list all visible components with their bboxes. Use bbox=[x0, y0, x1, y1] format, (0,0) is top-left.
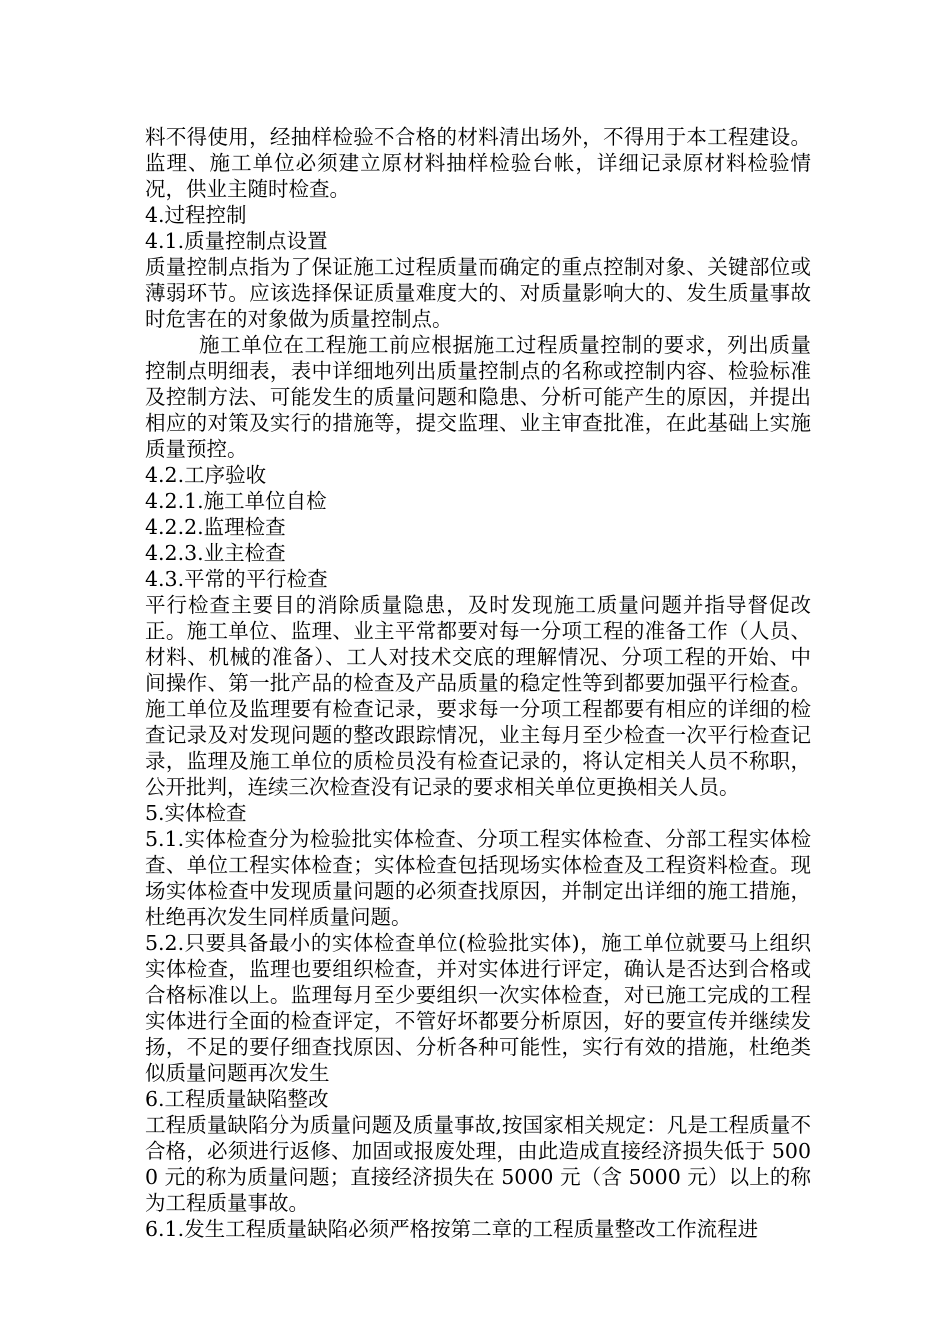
body-paragraph-parallel-check: 平行检查主要目的消除质量隐患，及时发现施工质量问题并指导督促改正。施工单位、监理、业主平常都要对每一分项工程的准备工作（人员、材料、机械的准备）、工人对技术交底的理解情况、分项工程的开始、中间操作、第一批产品的检查及产品质量的稳定性等到都要加强平行检查。施工单位及监理要有检查记录，要求每一分项工程都要有相应的详细的检查记录及对发现问题的整改跟踪情况，业主每月至少检查一次平行检查记录，监理及施工单位的质检员没有检查记录的，将认定相关人员不称职，公开批判，连续三次检查没有记录的要求相关单位更换相关人员。 bbox=[145, 593, 811, 799]
body-paragraph-entity-check-types: 5.1.实体检查分为检验批实体检查、分项工程实体检查、分部工程实体检查、单位工程实体检查；实体检查包括现场实体检查及工程资料检查。现场实体检查中发现质量问题的必须查找原因，并制定出详细的施工措施，杜绝再次发生同样质量问题。 bbox=[145, 827, 811, 929]
body-paragraph-defect-process: 6.1.发生工程质量缺陷必须严格按第二章的工程质量整改工作流程进 bbox=[145, 1217, 759, 1241]
subsection-heading-parallel-check: 4.3.平常的平行检查 bbox=[145, 567, 328, 591]
body-paragraph-defect-definition: 工程质量缺陷分为质量问题及质量事故,按国家相关规定：凡是工程质量不合格，必须进行返修、加固或报废处理，由此造成直接经济损失低于 5000 元的称为质量问题；直接经济损失在 5000 元（含 5000 元）以上的称为工程质量事故。 bbox=[145, 1113, 811, 1215]
document-page bbox=[145, 124, 811, 1242]
section-heading-entity-check: 5.实体检查 bbox=[145, 801, 247, 825]
section-heading-process-control: 4.过程控制 bbox=[145, 203, 247, 227]
body-paragraph-control-point-list: 施工单位在工程施工前应根据施工过程质量控制的要求，列出质量控制点明细表，表中详细地列出质量控制点的名称或控制内容、检验标准及控制方法、可能发生的质量问题和隐患、分析可能产生的原因，并提出相应的对策及实行的措施等，提交监理、业主审查批准，在此基础上实施质量预控。 bbox=[145, 333, 811, 461]
subsection-heading-control-points: 4.1.质量控制点设置 bbox=[145, 229, 328, 253]
item-heading-self-check: 4.2.1.施工单位自检 bbox=[145, 489, 327, 513]
body-paragraph-control-point-definition: 质量控制点指为了保证施工过程质量而确定的重点控制对象、关键部位或薄弱环节。应该选择保证质量难度大的、对质量影响大的、发生质量事故时危害在的对象做为质量控制点。 bbox=[145, 255, 811, 331]
item-heading-owner-check: 4.2.3.业主检查 bbox=[145, 541, 286, 565]
item-heading-supervision-check: 4.2.2.监理检查 bbox=[145, 515, 286, 539]
body-paragraph-material-inspection: 料不得使用，经抽样检验不合格的材料清出场外，不得用于本工程建设。监理、施工单位必须建立原材料抽样检验台帐，详细记录原材料检验情况，供业主随时检查。 bbox=[145, 125, 811, 201]
body-paragraph-entity-check-organize: 5.2.只要具备最小的实体检查单位(检验批实体)，施工单位就要马上组织实体检查，监理也要组织检查，并对实体进行评定，确认是否达到合格或合格标准以上。监理每月至少要组织一次实体检查，对已施工完成的工程实体进行全面的检查评定，不管好坏都要分析原因，好的要宣传并继续发扬，不足的要仔细查找原因、分析各种可能性，实行有效的措施，杜绝类似质量问题再次发生 bbox=[145, 931, 811, 1085]
section-heading-defect-rectification: 6.工程质量缺陷整改 bbox=[145, 1087, 329, 1111]
subsection-heading-process-acceptance: 4.2.工序验收 bbox=[145, 463, 267, 487]
